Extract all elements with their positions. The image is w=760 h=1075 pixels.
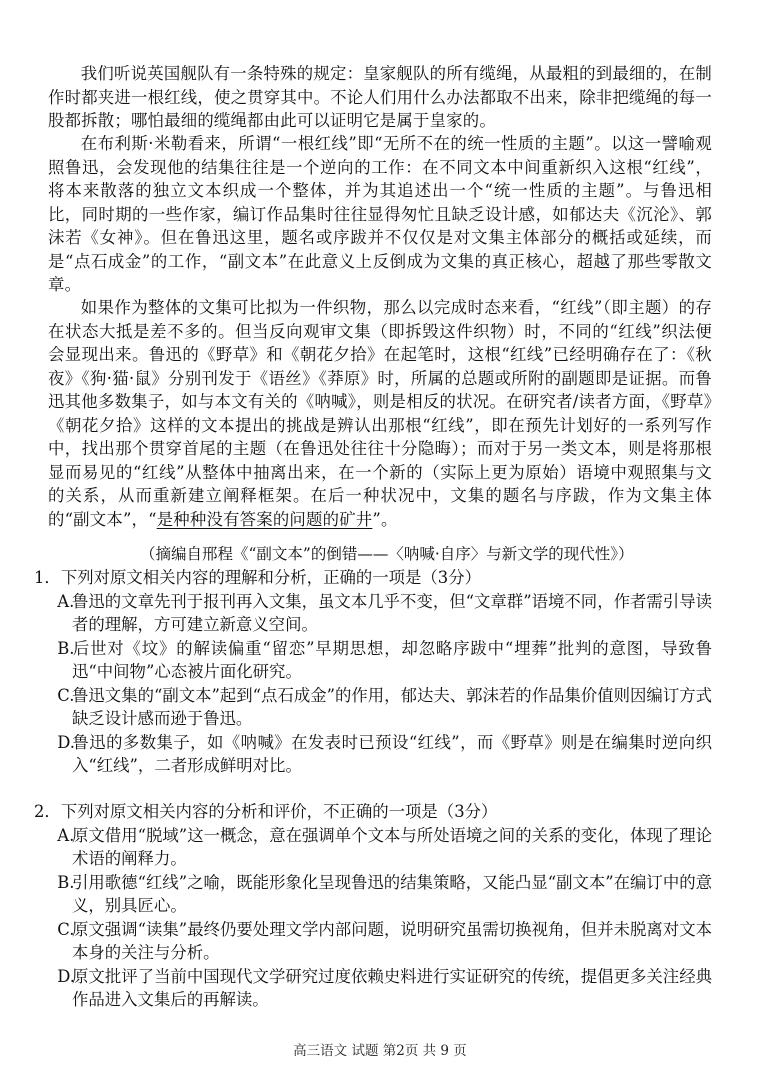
option-text: 鲁迅文集的“副文本”起到“点石成金”的作用，郁达夫、郭沫若的作品集价值则因编订方式缺乏设计感而逊于鲁迅。 [72, 685, 712, 728]
option-letter: A. [57, 591, 75, 611]
option-d [57, 731, 712, 778]
option-letter: B. [57, 872, 75, 892]
page-footer: 高三语文 试题 第2页 共 9 页 [293, 1043, 467, 1059]
question-stem: 1．下列对原文相关内容的理解和分析，正确的一项是（3分） [34, 568, 482, 587]
question-2 [34, 800, 714, 1012]
option-letter: C. [57, 919, 75, 939]
option-text: 鲁迅的文章先刊于报刊再入文集，虽文本几乎不变，但“文章群”语境不同，作者需引导读者的理解，方可建立新意义空间。 [72, 591, 712, 634]
option-d [57, 965, 712, 1012]
option-letter: B. [57, 638, 75, 658]
option-letter: A. [57, 825, 75, 845]
source-citation: （摘编自邢程《“副文本”的倒错——〈呐喊·自序〉与新文学的现代性》） [140, 545, 634, 563]
option-a [57, 824, 712, 871]
option-text: 引用歌德“红线”之喻，既能形象化呈现鲁迅的结集策略，又能凸显“副文本”在编订中的意义，别具匠心。 [72, 872, 712, 915]
option-text: 后世对《坟》的解读偏重“留恋”早期思想，却忽略序跋中“埋葬”批判的意图，导致鲁迅“中间物”心态被片面化研究。 [72, 638, 712, 681]
passage-paragraph-3-main: 如果作为整体的文集可比拟为一件织物，那么以完成时态来看，“红线”（即主题）的存在状态大抵是差不多的。但当反向观审文集（即拆毁这件织物）时，不同的“红线”织法便会显现出来。鲁迅的《野草》和《朝花夕拾》在起笔时，这根“红线”已经明确存在了：《秋夜》《狗·猫·鼠》分别刊发于《语丝》《莽原》时，所属的总题或所附的副题即是证据。而鲁迅其他多数集子，如与本文有关的《呐喊》，则是相反的状况。在研究者/读者方面，《野草》《朝花夕拾》这样的文本提出的挑战是辨认出那根“红线”，即在预先计划好的一系列写作中，找出那个贯穿首尾的主题（在鲁迅处往往十分隐晦）；而对于另一类文本，则是将那根显而易见的“红线”从整体中抽离出来，在一个新的（实际上更为原始）语境中观照集与文的关系，从而重新建立阐释框架。在后一种状况中，文集的题名与序跋，作为文集主体的“副文本”，“ [48, 298, 712, 529]
option-letter: D. [57, 966, 76, 986]
question-1 [34, 566, 714, 778]
option-text: 原文批评了当前中国现代文学研究过度依赖史料进行实证研究的传统，提倡更多关注经典作品进入文集后的再解读。 [72, 966, 712, 1009]
passage-paragraph-1: 我们听说英国舰队有一条特殊的规定：皇家舰队的所有缆绳，从最粗的到最细的，在制作时都夹进一根红线，使之贯穿其中。不论人们用什么办法都取不出来，除非把缆绳的每一股都拆散；哪怕最细的缆绳都由此可以证明它是属于皇家的。 [48, 64, 712, 130]
option-a [57, 590, 712, 637]
question-stem: 2．下列对原文相关内容的分析和评价，不正确的一项是（3分） [34, 802, 498, 821]
option-letter: C. [57, 685, 75, 705]
option-c [57, 918, 712, 965]
option-text: 原文强调“读集”最终仍要处理文学内部问题，说明研究虽需切换视角，但并未脱离对文本本身的关注与分析。 [72, 919, 712, 962]
passage-paragraph-2: 在布利斯·米勒看来，所谓“一根红线”即“无所不在的统一性质的主题”。以这一譬喻观照鲁迅，会发现他的结集往往是一个逆向的工作：在不同文本中间重新织入这根“红线”，将本来散落的独立文本织成一个整体，并为其追述出一个“统一性质的主题”。与鲁迅相比，同时期的一些作家，编订作品集时往往显得匆忙且缺乏设计感，如郁达夫《沉沦》、郭沫若《女神》。但在鲁迅这里，题名或序跋并不仅仅是对文集主体部分的概括或延续，而是“点石成金”的工作，“副文本”在此意义上反倒成为文集的真正核心，超越了那些零散文章。 [48, 134, 712, 294]
option-letter: D. [57, 732, 76, 752]
option-text: 原文借用“脱域”这一概念，意在强调单个文本与所处语境之间的关系的变化，体现了理论术语的阐释力。 [72, 825, 712, 868]
passage-paragraph-3-end: ”。 [372, 509, 398, 529]
underlined-phrase: 是种种没有答案的问题的矿井 [156, 509, 373, 529]
option-b [57, 637, 712, 684]
option-c [57, 684, 712, 731]
option-text: 鲁迅的多数集子，如《呐喊》在发表时已预设“红线”，而《野草》则是在编集时逆向织入“红线”，二者形成鲜明对比。 [72, 732, 712, 775]
passage-paragraph-3 [48, 296, 712, 531]
option-b [57, 871, 712, 918]
